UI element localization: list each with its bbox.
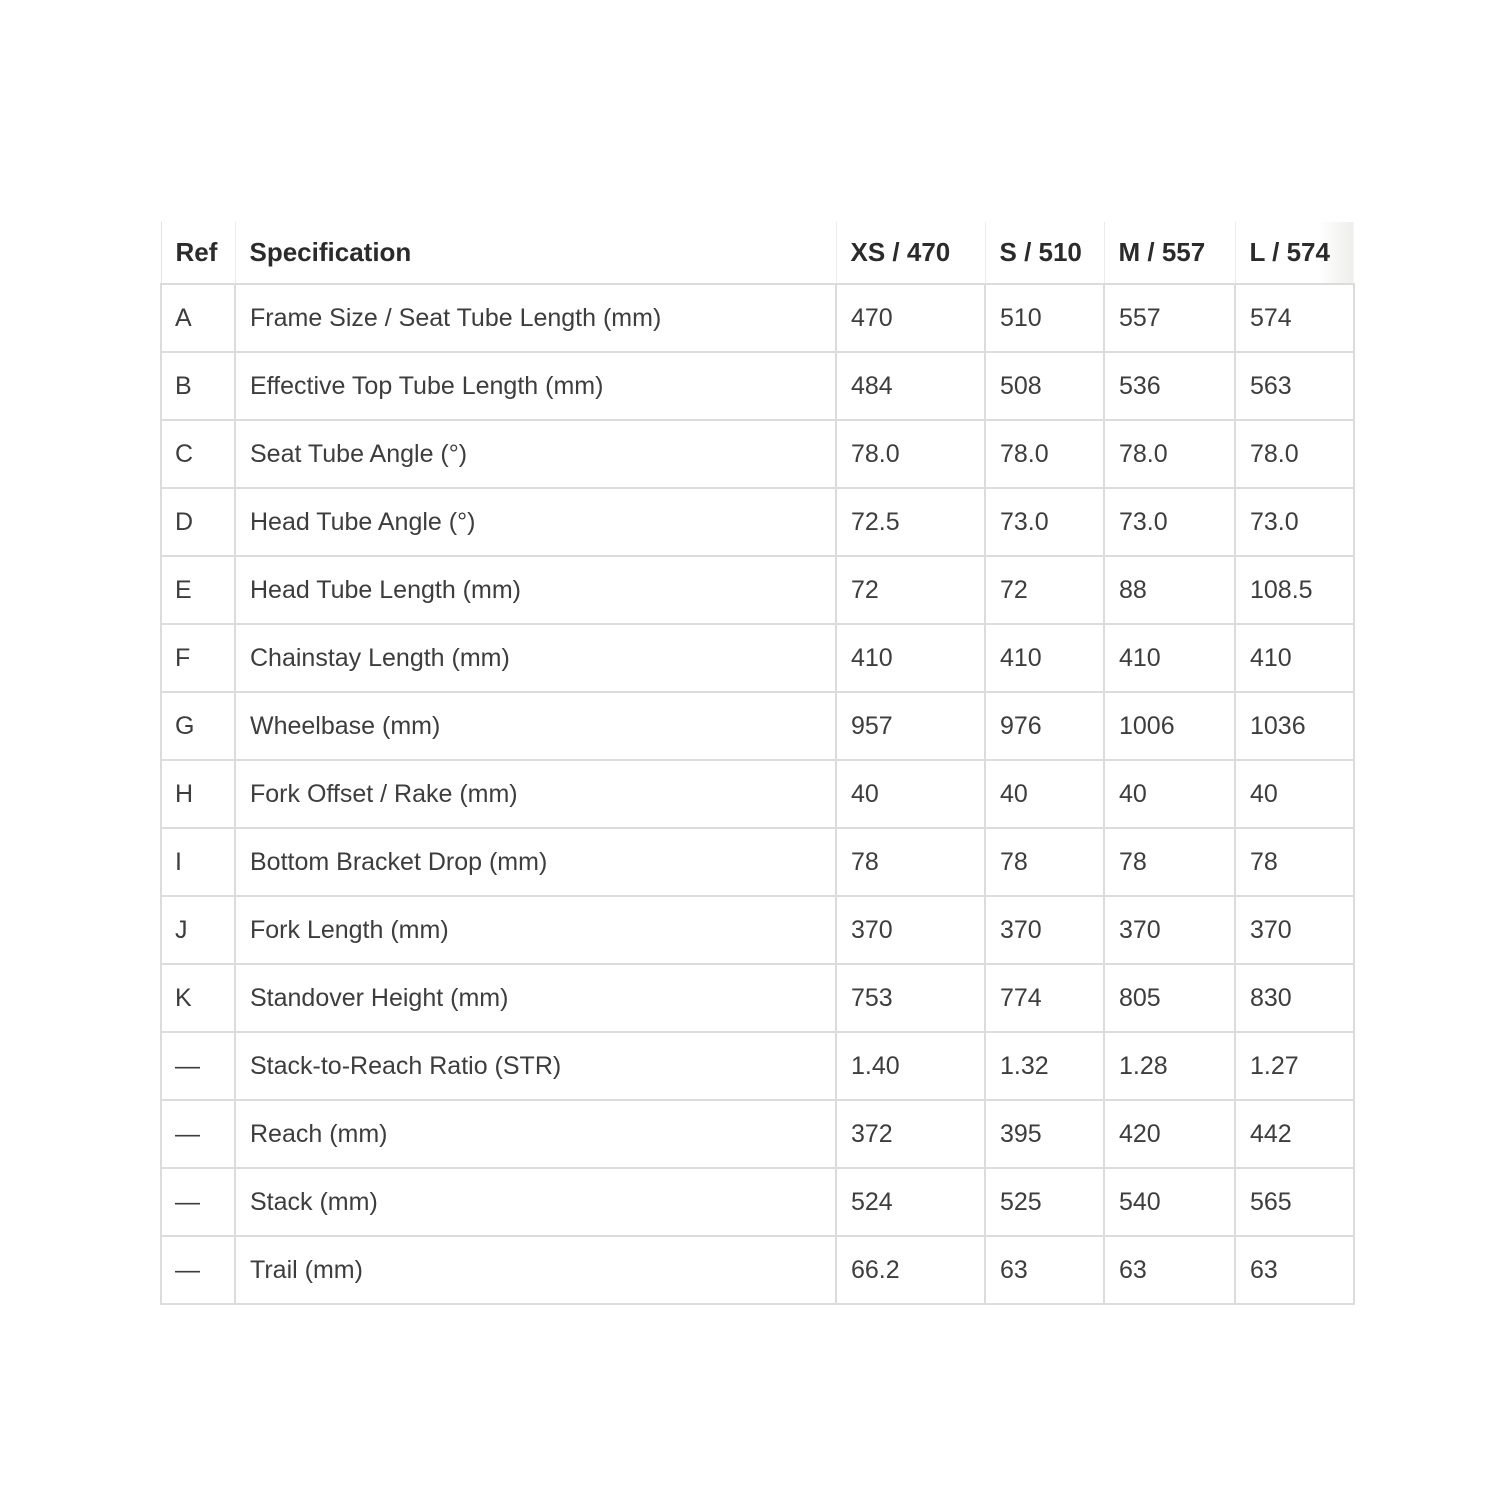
value-s-cell: 510 (985, 284, 1104, 352)
ref-cell: A (161, 284, 235, 352)
value-s-cell: 976 (985, 692, 1104, 760)
table-row (161, 1168, 1354, 1236)
value-s-cell: 73.0 (985, 488, 1104, 556)
value-s-cell: 410 (985, 624, 1104, 692)
table-row (161, 420, 1354, 488)
value-m-cell: 805 (1104, 964, 1235, 1032)
ref-cell: I (161, 828, 235, 896)
value-l-cell: 1036 (1235, 692, 1354, 760)
value-s-cell: 370 (985, 896, 1104, 964)
ref-cell: C (161, 420, 235, 488)
value-m-cell: 540 (1104, 1168, 1235, 1236)
value-m-cell: 420 (1104, 1100, 1235, 1168)
value-m-cell: 40 (1104, 760, 1235, 828)
value-l-cell: 565 (1235, 1168, 1354, 1236)
specification-cell: Head Tube Angle (°) (235, 488, 836, 556)
table-row (161, 284, 1354, 352)
specification-cell: Fork Length (mm) (235, 896, 836, 964)
value-xs-cell: 484 (836, 352, 985, 420)
value-s-cell: 78 (985, 828, 1104, 896)
table-row (161, 760, 1354, 828)
value-m-cell: 370 (1104, 896, 1235, 964)
table-row (161, 624, 1354, 692)
value-xs-cell: 78 (836, 828, 985, 896)
value-xs-cell: 72.5 (836, 488, 985, 556)
header-ref: Ref (161, 222, 235, 284)
ref-cell: — (161, 1168, 235, 1236)
table-body (161, 284, 1354, 1304)
header-size-m: M / 557 (1104, 222, 1235, 284)
value-l-cell: 73.0 (1235, 488, 1354, 556)
value-s-cell: 63 (985, 1236, 1104, 1304)
value-m-cell: 536 (1104, 352, 1235, 420)
specification-cell: Reach (mm) (235, 1100, 836, 1168)
value-l-cell: 108.5 (1235, 556, 1354, 624)
value-m-cell: 78 (1104, 828, 1235, 896)
ref-cell: F (161, 624, 235, 692)
value-xs-cell: 470 (836, 284, 985, 352)
table-row (161, 352, 1354, 420)
ref-cell: H (161, 760, 235, 828)
value-xs-cell: 370 (836, 896, 985, 964)
value-xs-cell: 410 (836, 624, 985, 692)
value-l-cell: 1.27 (1235, 1032, 1354, 1100)
specification-cell: Frame Size / Seat Tube Length (mm) (235, 284, 836, 352)
value-s-cell: 72 (985, 556, 1104, 624)
value-xs-cell: 78.0 (836, 420, 985, 488)
value-s-cell: 525 (985, 1168, 1104, 1236)
value-xs-cell: 1.40 (836, 1032, 985, 1100)
ref-cell: — (161, 1032, 235, 1100)
specification-cell: Wheelbase (mm) (235, 692, 836, 760)
specification-cell: Fork Offset / Rake (mm) (235, 760, 836, 828)
value-xs-cell: 372 (836, 1100, 985, 1168)
table-header-row (161, 222, 1354, 284)
value-s-cell: 395 (985, 1100, 1104, 1168)
value-m-cell: 78.0 (1104, 420, 1235, 488)
specification-cell: Effective Top Tube Length (mm) (235, 352, 836, 420)
value-s-cell: 508 (985, 352, 1104, 420)
specification-cell: Head Tube Length (mm) (235, 556, 836, 624)
value-l-cell: 78 (1235, 828, 1354, 896)
ref-cell: — (161, 1100, 235, 1168)
header-specification: Specification (235, 222, 836, 284)
value-m-cell: 1.28 (1104, 1032, 1235, 1100)
table-row (161, 1100, 1354, 1168)
table-row (161, 896, 1354, 964)
table-row (161, 828, 1354, 896)
table-row (161, 488, 1354, 556)
value-m-cell: 1006 (1104, 692, 1235, 760)
value-xs-cell: 40 (836, 760, 985, 828)
specification-cell: Trail (mm) (235, 1236, 836, 1304)
value-xs-cell: 957 (836, 692, 985, 760)
value-s-cell: 774 (985, 964, 1104, 1032)
specification-cell: Bottom Bracket Drop (mm) (235, 828, 836, 896)
table-row (161, 692, 1354, 760)
table-row (161, 964, 1354, 1032)
specification-cell: Stack-to-Reach Ratio (STR) (235, 1032, 836, 1100)
value-s-cell: 40 (985, 760, 1104, 828)
value-xs-cell: 753 (836, 964, 985, 1032)
value-s-cell: 1.32 (985, 1032, 1104, 1100)
value-m-cell: 73.0 (1104, 488, 1235, 556)
value-s-cell: 78.0 (985, 420, 1104, 488)
value-l-cell: 78.0 (1235, 420, 1354, 488)
header-size-l: L / 574 (1235, 222, 1354, 284)
value-m-cell: 88 (1104, 556, 1235, 624)
ref-cell: E (161, 556, 235, 624)
value-xs-cell: 524 (836, 1168, 985, 1236)
ref-cell: G (161, 692, 235, 760)
value-xs-cell: 66.2 (836, 1236, 985, 1304)
specification-cell: Stack (mm) (235, 1168, 836, 1236)
value-l-cell: 574 (1235, 284, 1354, 352)
table-row (161, 556, 1354, 624)
value-m-cell: 557 (1104, 284, 1235, 352)
value-m-cell: 410 (1104, 624, 1235, 692)
value-l-cell: 563 (1235, 352, 1354, 420)
ref-cell: K (161, 964, 235, 1032)
ref-cell: — (161, 1236, 235, 1304)
header-size-xs: XS / 470 (836, 222, 985, 284)
specification-cell: Chainstay Length (mm) (235, 624, 836, 692)
specification-cell: Standover Height (mm) (235, 964, 836, 1032)
value-l-cell: 442 (1235, 1100, 1354, 1168)
value-l-cell: 63 (1235, 1236, 1354, 1304)
ref-cell: D (161, 488, 235, 556)
ref-cell: B (161, 352, 235, 420)
specification-cell: Seat Tube Angle (°) (235, 420, 836, 488)
value-m-cell: 63 (1104, 1236, 1235, 1304)
value-xs-cell: 72 (836, 556, 985, 624)
geometry-table (160, 222, 1355, 1305)
header-size-s: S / 510 (985, 222, 1104, 284)
value-l-cell: 40 (1235, 760, 1354, 828)
value-l-cell: 410 (1235, 624, 1354, 692)
value-l-cell: 370 (1235, 896, 1354, 964)
table-row (161, 1236, 1354, 1304)
ref-cell: J (161, 896, 235, 964)
table-row (161, 1032, 1354, 1100)
value-l-cell: 830 (1235, 964, 1354, 1032)
